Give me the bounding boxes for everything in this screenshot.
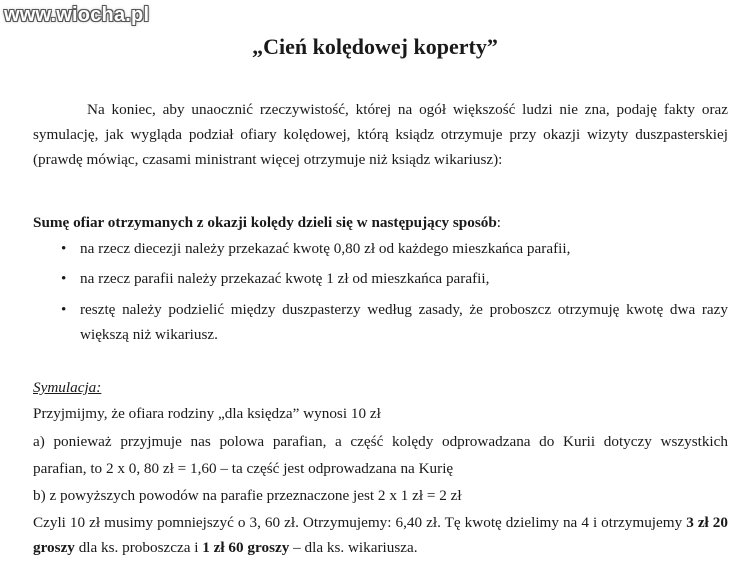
conclusion-text-1: Czyli 10 zł musimy pomniejszyć o 3, 60 zł. Otrzymujemy: 6,40 zł. Tę kwotę dzielimy na 4 i otrzymujemy	[33, 514, 687, 531]
conclusion-text-3: – dla ks. wikariusza.	[289, 539, 418, 556]
simulation-heading: Symulacja:	[33, 379, 102, 396]
simulation-assumption: Przyjmijmy, że ofiara rodziny „dla księdza” wynosi 10 zł	[33, 405, 381, 422]
division-heading-colon: :	[496, 214, 502, 231]
simulation-conclusion	[33, 510, 728, 560]
bullet-item-parafia: na rzecz parafii należy przekazać kwotę 1 zł od mieszkańca parafii,	[80, 270, 490, 287]
bullet-item-podzial: resztę należy podzielić między duszpasterzy według zasady, że proboszcz otrzymuję kwotę dwa razy większą niż wikariusz.	[80, 301, 728, 343]
page-title: „Cień kolędowej koperty”	[252, 34, 498, 59]
bullet-item-diecezja: na rzecz diecezji należy przekazać kwotę 0,80 zł od każdego mieszkańca parafii,	[80, 240, 571, 257]
simulation-heading-line	[33, 375, 728, 400]
simulation-point-b: b) z powyższych powodów na parafie przeznaczone jest 2 x 1 zł = 2 zł	[33, 487, 462, 504]
simulation-point-a-line1: a) ponieważ przyjmuje nas polowa parafian, a część kolędy odprowadzana do Kurii dotyczy wszystkich	[33, 433, 728, 450]
bullet-icon: •	[61, 301, 67, 318]
division-heading	[33, 210, 728, 235]
division-heading-text: Sumę ofiar otrzymanych z okazji kolędy dzieli się w następujący sposób	[33, 214, 497, 231]
conclusion-amount-wikariusz: 1 zł 60 groszy	[202, 539, 290, 556]
bullet-icon: •	[61, 240, 67, 257]
simulation-point-a-line2: parafian, to 2 x 0, 80 zł = 1,60 – ta część jest odprowadzana na Kurię	[33, 460, 454, 477]
conclusion-amount-proboszcz: 3 zł 20 groszy	[33, 514, 728, 556]
intro-paragraph: Na koniec, aby unaocznić rzeczywistość, której na ogół większość ludzi nie zna, podaję fakty oraz symulację, jak wygląda podział ofiary kolędowej, którą ksiądz otrzymuje przy okazji wizyty duszpasterskiej (prawdę mówiąc, czasami ministrant więcej otrzymuje niż ksiądz wikariusz):	[33, 101, 728, 168]
bullet-icon: •	[61, 270, 67, 287]
site-watermark: www.wiocha.pl	[4, 4, 150, 26]
conclusion-text-2: dla ks. proboszcza i	[74, 539, 203, 556]
